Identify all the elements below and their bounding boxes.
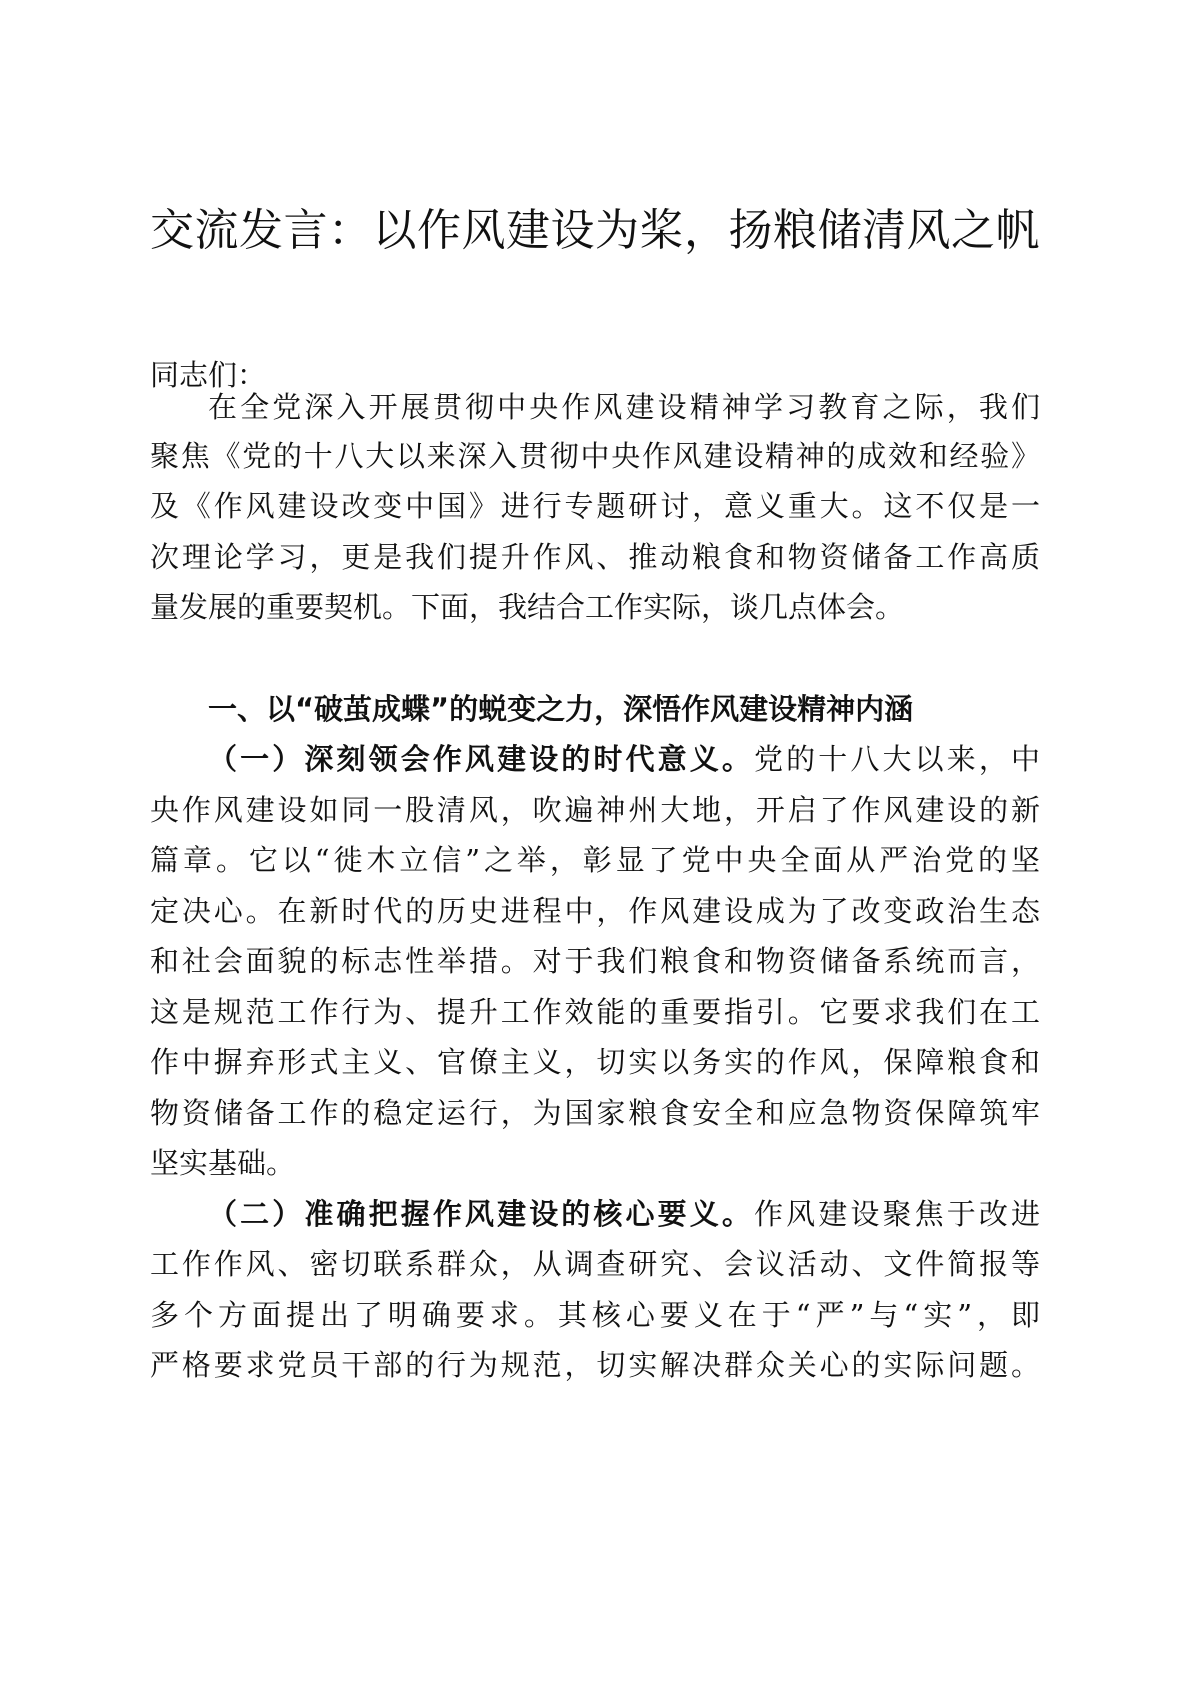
subsection-first-line (208, 739, 1040, 779)
subsection-label: （一）深刻领会作风建设的时代意义。 (208, 742, 755, 776)
section-heading: 一、以“破茧成蝶”的蜕变之力，深悟作风建设精神内涵 (208, 692, 914, 726)
paragraph-line: 这是规范工作行为、提升工作效能的重要指引。它要求我们在工 (150, 995, 1040, 1029)
paragraph-line: 篇章。它以“徙木立信”之举，彰显了党中央全面从严治党的坚 (150, 843, 1040, 877)
paragraph-line: 和社会面貌的标志性举措。对于我们粮食和物资储备系统而言， (150, 944, 1040, 978)
paragraph-line: 物资储备工作的稳定运行，为国家粮食安全和应急物资保障筑牢 (150, 1096, 1040, 1130)
intro-line: 次理论学习，更是我们提升作风、推动粮食和物资储备工作高质 (150, 540, 1040, 574)
document-title: 交流发言：以作风建设为桨，扬粮储清风之帆 (150, 205, 1040, 256)
intro-line: 在全党深入开展贯彻中央作风建设精神学习教育之际，我们 (208, 390, 1040, 424)
subsection-text: 作风建设聚焦于改进 (754, 1197, 1040, 1231)
greeting: 同志们： (150, 358, 267, 392)
subsection-text: 党的十八大以来，中 (754, 742, 1040, 776)
subsection-first-line (208, 1194, 1040, 1234)
paragraph-line: 定决心。在新时代的历史进程中，作风建设成为了改变政治生态 (150, 894, 1040, 928)
intro-line: 量发展的重要契机。下面，我结合工作实际，谈几点体会。 (150, 590, 905, 624)
paragraph-line: 多个方面提出了明确要求。其核心要义在于“严”与“实”，即 (150, 1298, 1040, 1332)
paragraph-line: 工作作风、密切联系群众，从调查研究、会议活动、文件简报等 (150, 1247, 1040, 1281)
subsection-label: （二）准确把握作风建设的核心要义。 (208, 1197, 755, 1231)
paragraph-line: 坚实基础。 (150, 1146, 296, 1180)
paragraph-line: 严格要求党员干部的行为规范，切实解决群众关心的实际问题。 (150, 1348, 1040, 1382)
intro-line: 聚焦《党的十八大以来深入贯彻中央作风建设精神的成效和经验》 (150, 439, 1040, 473)
intro-line: 及《作风建设改变中国》进行专题研讨，意义重大。这不仅是一 (150, 489, 1040, 523)
paragraph-line: 作中摒弃形式主义、官僚主义，切实以务实的作风，保障粮食和 (150, 1045, 1040, 1079)
paragraph-line: 央作风建设如同一股清风，吹遍神州大地，开启了作风建设的新 (150, 793, 1040, 827)
